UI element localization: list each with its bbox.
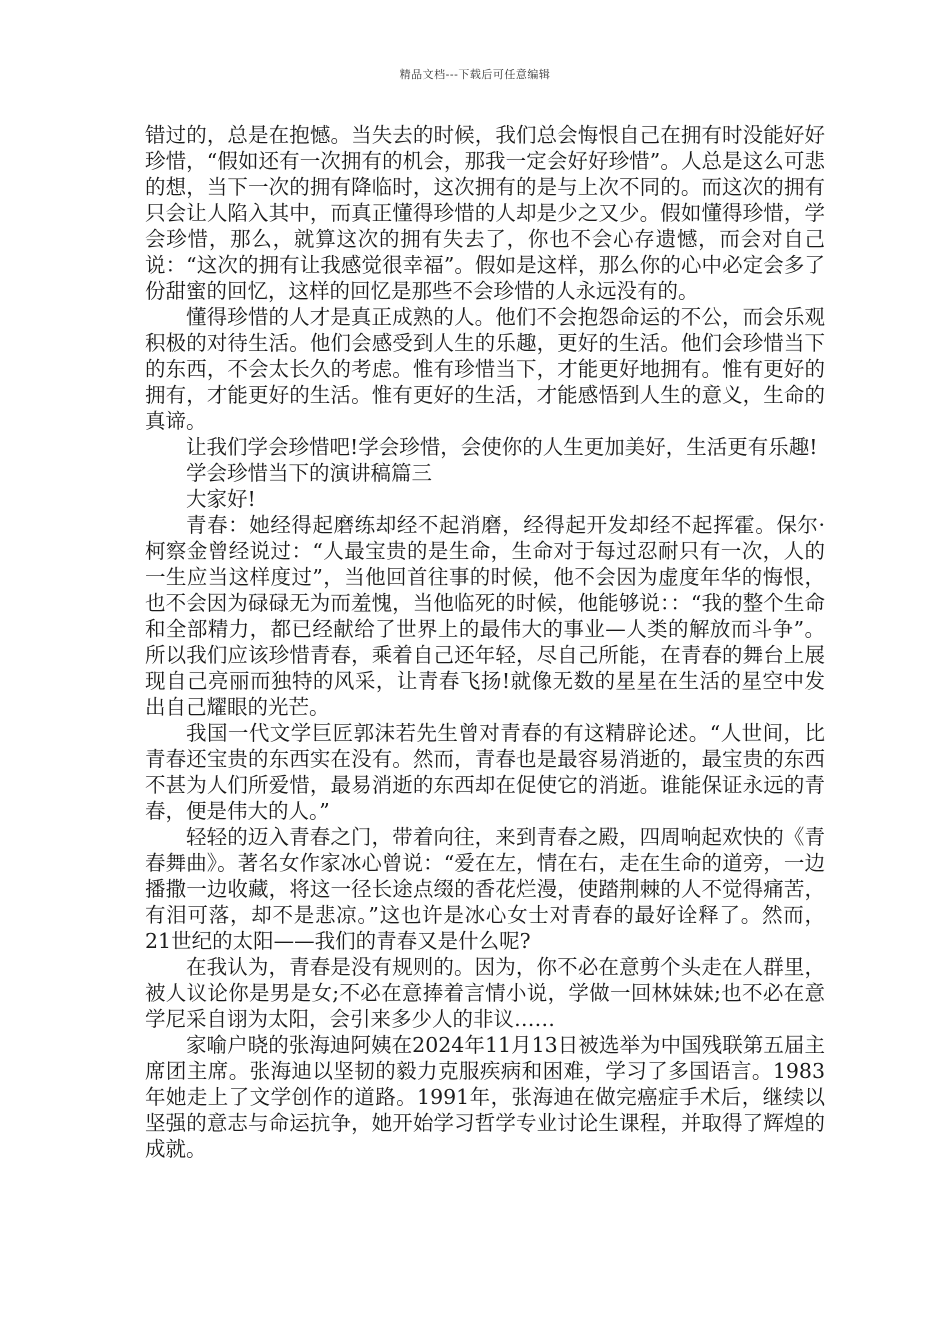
document-body [145,122,825,1162]
paragraph: 青春：她经得起磨练却经不起消磨，经得起开发却经不起挥霍。保尔·柯察金曾经说过：“人最宝贵的是生命，生命对于每过忍耐只有一次，人的一生应当这样度过”，当他回首往事的时候，他不会因为虚度年华的悔恨，也不会因为碌碌无为而羞愧，当他临死的时候，他能够说：：“我的整个生命和全部精力，都已经献给了世界上的最伟大的事业—人类的解放而斗争”。所以我们应该珍惜青春，乘着自己还年轻，尽自己所能，在青春的舞台上展现自己亮丽而独特的风采，让青春飞扬!就像无数的星星在生活的星空中发出自己耀眼的光芒。 [145,513,825,719]
paragraph: 家喻户晓的张海迪阿姨在2024年11月13日被选举为中国残联第五届主席团主席。张海迪以坚韧的毅力克服疾病和困难，学习了多国语言。1983年她走上了文学创作的道路。1991年，张海迪在做完癌症手术后，继续以坚强的意志与命运抗争，她开始学习哲学专业讨论生课程，并取得了辉煌的成就。 [145,1033,825,1161]
section-title: 学会珍惜当下的演讲稿篇三 [186,461,432,485]
paragraph: 让我们学会珍惜吧!学会珍惜，会使你的人生更加美好，生活更有乐趣! [186,435,818,459]
greeting: 大家好! [186,487,256,511]
paragraph: 在我认为，青春是没有规则的。因为，你不必在意剪个头走在人群里，被人议论你是男是女;不必在意捧着言情小说，学做一回林妹妹;也不必在意学尼采自诩为太阳，会引来多少人的非议…… [145,955,825,1031]
page-header: 精品文档---下载后可任意编辑 [399,68,551,81]
paragraph: 轻轻的迈入青春之门，带着向往，来到青春之殿，四周响起欢快的《青春舞曲》。著名女作家冰心曾说：“爱在左，情在右，走在生命的道旁，一边播撒一边收藏，将这一径长途点缀的香花烂漫，使踏荆棘的人不觉得痛苦，有泪可落，却不是悲凉。”这也许是冰心女士对青春的最好诠释了。然而，21世纪的太阳——我们的青春又是什么呢? [145,825,825,953]
paragraph: 我国一代文学巨匠郭沫若先生曾对青春的有这精辟论述。“人世间，比青春还宝贵的东西实在没有。然而，青春也是最容易消逝的，最宝贵的东西不甚为人们所爱惜，最易消逝的东西却在促使它的消逝。谁能保证永远的青春，便是伟大的人。” [145,721,825,823]
paragraph: 错过的，总是在抱憾。当失去的时候，我们总会悔恨自己在拥有时没能好好珍惜，“假如还有一次拥有的机会，那我一定会好好珍惜”。人总是这么可悲的想，当下一次的拥有降临时，这次拥有的是与上次不同的。而这次的拥有只会让人陷入其中，而真正懂得珍惜的人却是少之又少。假如懂得珍惜，学会珍惜，那么，就算这次的拥有失去了，你也不会心存遗憾，而会对自己说：“这次的拥有让我感觉很幸福”。假如是这样，那么你的心中必定会多了份甜蜜的回忆，这样的回忆是那些不会珍惜的人永远没有的。 [145,123,825,303]
paragraph: 懂得珍惜的人才是真正成熟的人。他们不会抱怨命运的不公，而会乐观积极的对待生活。他们会感受到人生的乐趣，更好的生活。他们会珍惜当下的东西，不会太长久的考虑。惟有珍惜当下，才能更好地拥有。惟有更好的拥有，才能更好的生活。惟有更好的生活，才能感悟到人生的意义，生命的真谛。 [145,305,825,433]
